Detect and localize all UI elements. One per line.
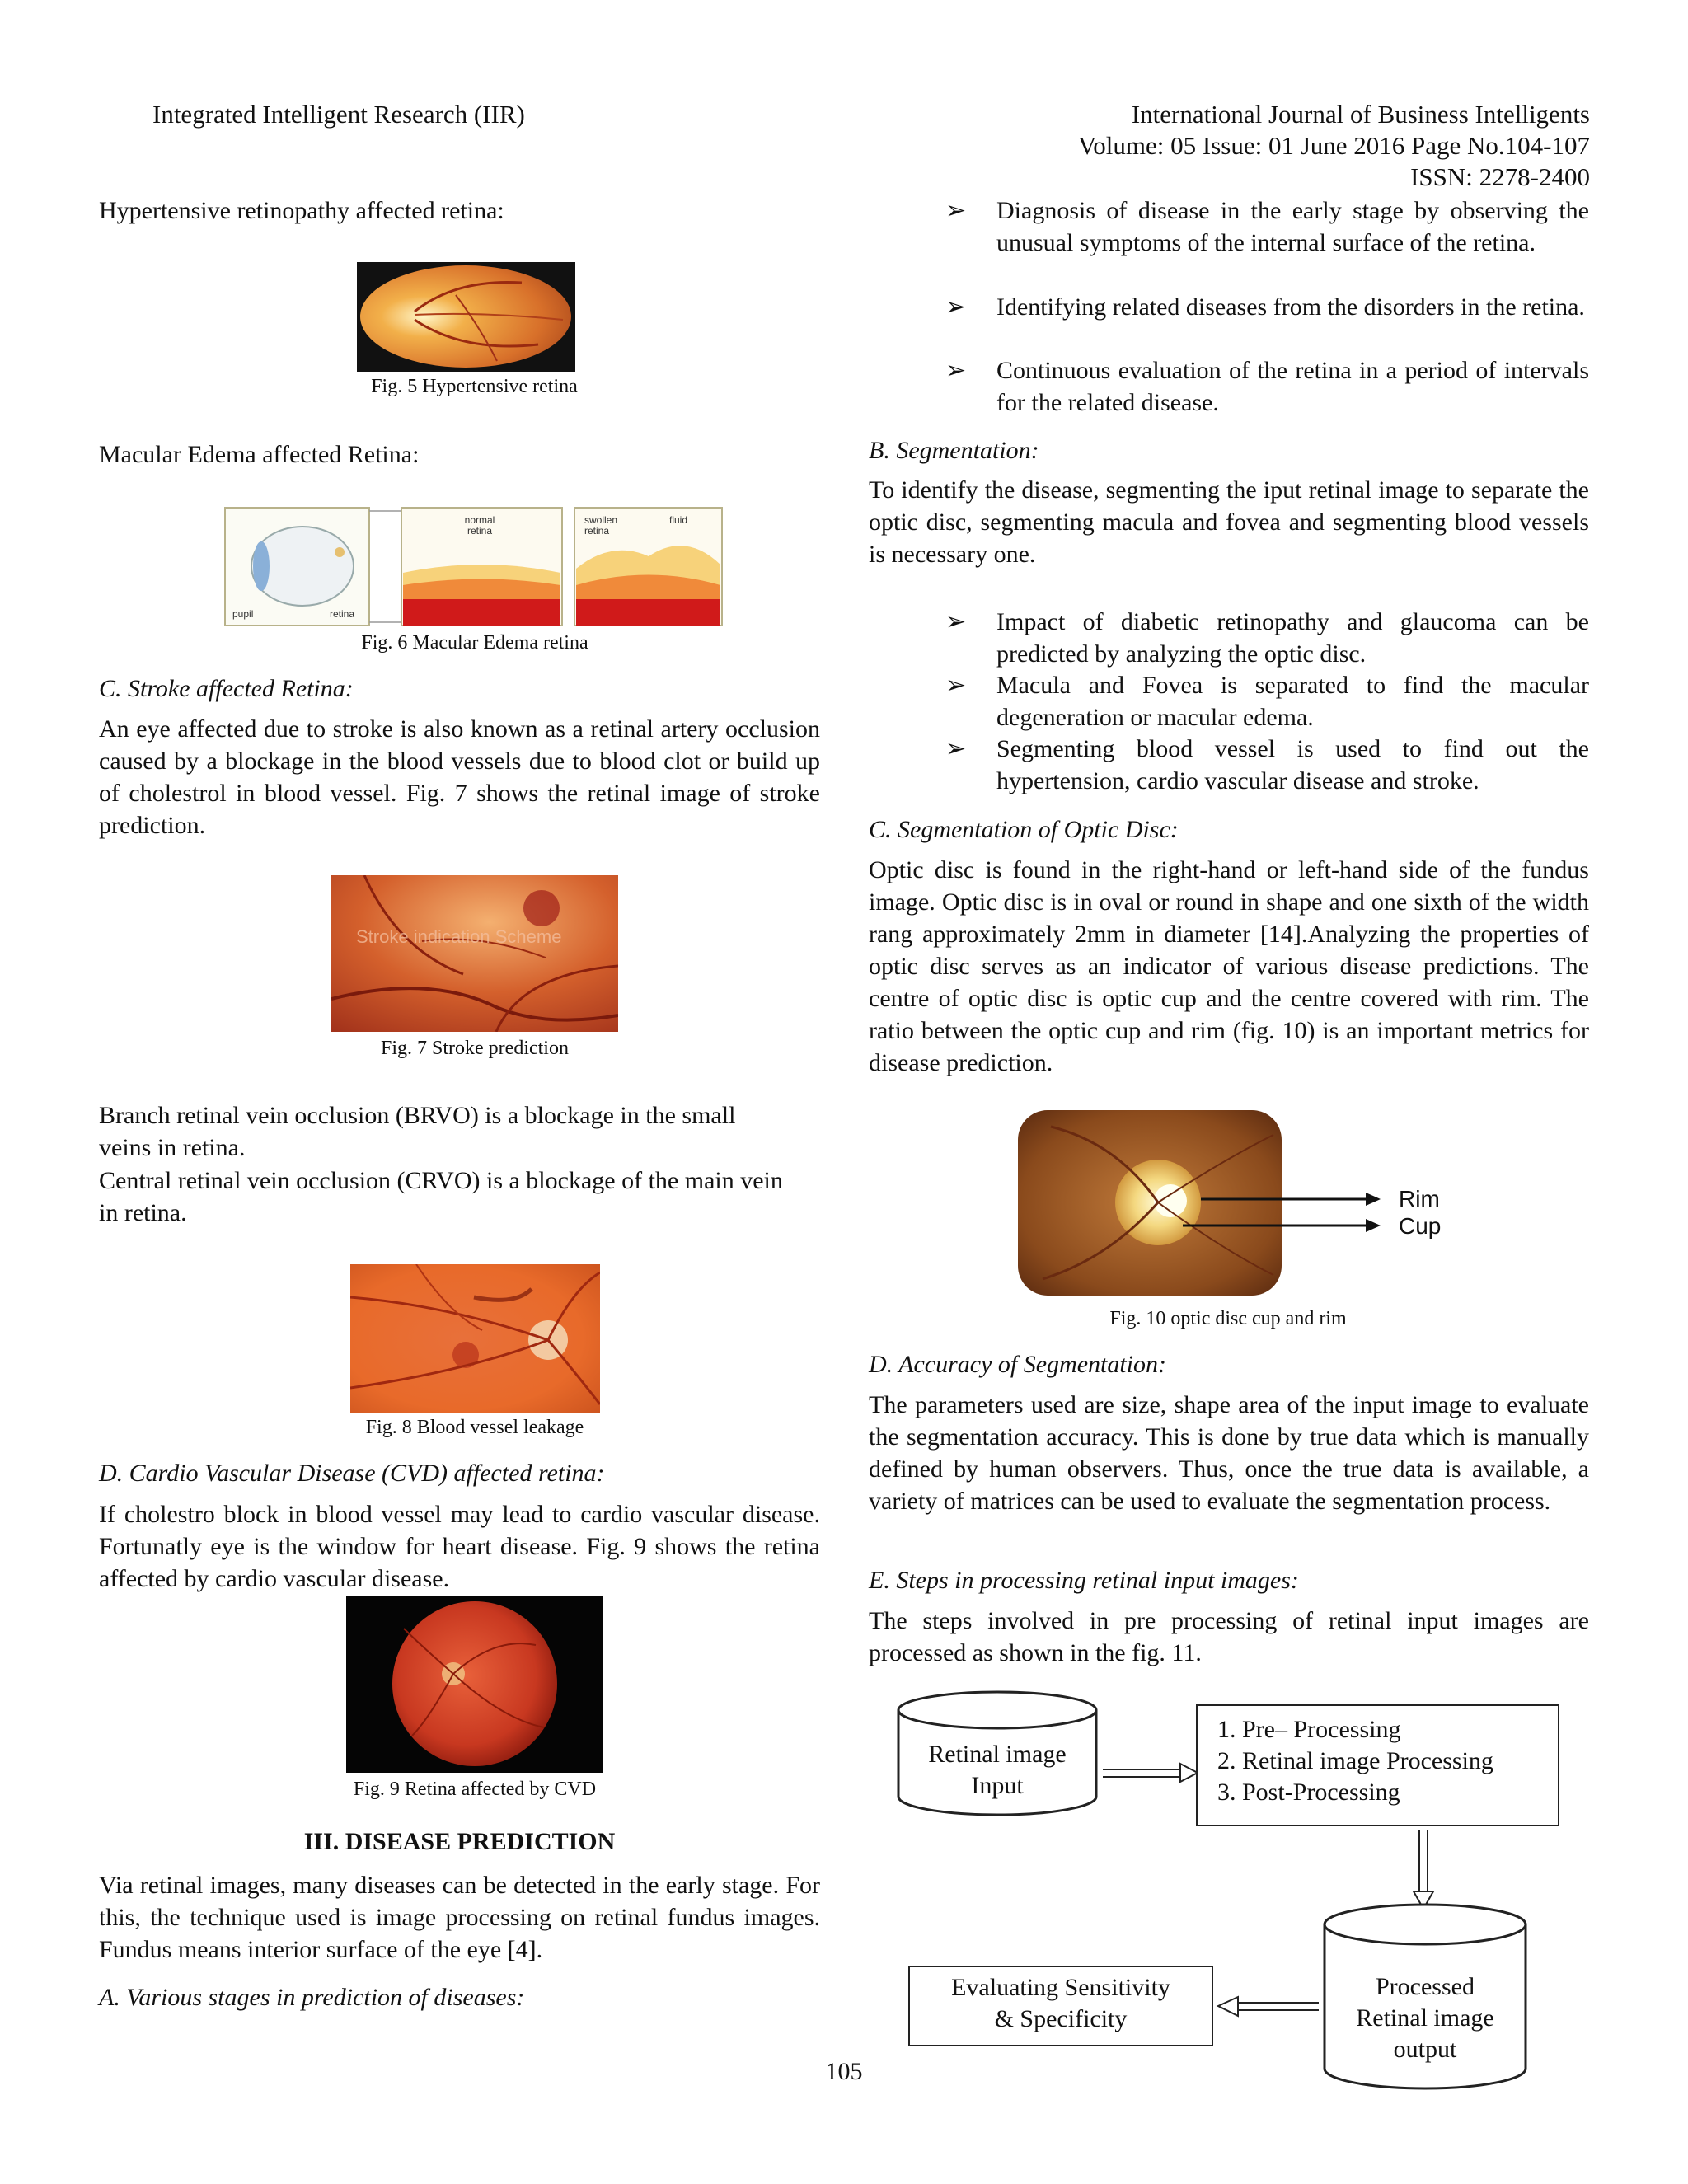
arrow-bullet-icon: ➢ bbox=[945, 608, 967, 635]
segmentation-paragraph: To identify the disease, segmenting the iput retinal image to separate the optic disc, segmenting macula and fovea and segmenting blood vessels is necessary one. bbox=[869, 476, 1589, 568]
optic-paragraph: Optic disc is found in the right-hand or left-hand side of the fundus image. Optic disc is in oval or round in shape and one sixth of the width rang approximately 2mm in diameter [14].Analyzing the properties of optic disc serves as an indicator of various disease predictions. The centre of optic disc is optic cup and the centre covered with rim. The ratio between the optic cup and rim (fig. 10) is an important metrics for disease prediction. bbox=[869, 856, 1589, 1076]
fig10-image bbox=[1018, 1110, 1447, 1296]
arrow-right-icon bbox=[1103, 1764, 1198, 1782]
fig10-rim-label: Rim bbox=[1399, 1186, 1440, 1212]
fig10-optic-disc-graphic bbox=[1018, 1110, 1447, 1296]
flow-input-label: Retinal image Input bbox=[928, 1741, 1067, 1799]
fig7-stroke-graphic bbox=[331, 875, 618, 1032]
fig8-leakage-graphic bbox=[350, 1264, 600, 1413]
arrow-bullet-icon: ➢ bbox=[945, 672, 967, 699]
arrow-down-icon bbox=[1414, 1830, 1433, 1909]
page-number: 105 bbox=[825, 2058, 863, 2085]
fig6-label-fluid: fluid bbox=[669, 514, 688, 526]
fig5-caption: Fig. 5 Hypertensive retina bbox=[371, 376, 578, 397]
fig6-label-swollen-retina: retina bbox=[584, 525, 610, 537]
flow-step: 1. Pre– Processing bbox=[1217, 1716, 1401, 1743]
fig6-macular-graphic bbox=[224, 507, 723, 626]
stroke-paragraph: An eye affected due to stroke is also known as a retinal artery occlusion caused by a blockage in the blood vessels due to blood clot or build up of cholestrol in blood vessel. Fig. 7 shows the retinal image of stroke prediction. bbox=[99, 715, 820, 839]
fig9-caption: Fig. 9 Retina affected by CVD bbox=[353, 1779, 597, 1800]
section-title: III. DISEASE PREDICTION bbox=[303, 1828, 616, 1855]
fig5-retina-graphic bbox=[357, 262, 575, 372]
fig6-label-retina: retina bbox=[330, 608, 355, 620]
fig9-cvd-graphic bbox=[346, 1596, 603, 1773]
brvo-paragraph: Branch retinal vein occlusion (BRVO) is a blockage in the small veins in retina. bbox=[99, 1102, 736, 1161]
steps-paragraph: The steps involved in pre processing of retinal input images are processed as shown in the fig. 11. bbox=[869, 1607, 1589, 1666]
fig6-image bbox=[224, 507, 723, 626]
fig6-label-pupil: pupil bbox=[232, 608, 254, 620]
optic-heading: C. Segmentation of Optic Disc: bbox=[869, 816, 1179, 843]
fig6-caption: Fig. 6 Macular Edema retina bbox=[361, 632, 588, 654]
accuracy-paragraph: The parameters used are size, shape area of the input image to evaluate the segmentation accuracy. This is done by true data which is manually defined by human observers. Thus, once the true data is available, a variety of matrices can be used to evaluate the segmentation process. bbox=[869, 1391, 1589, 1515]
bullet-item: ➢ Macula and Fovea is separated to find the macular degeneration or macular edema. bbox=[946, 669, 1589, 733]
fig7-image bbox=[331, 875, 618, 1032]
header-right bbox=[1078, 99, 1590, 193]
flow-step: 2. Retinal image Processing bbox=[1217, 1747, 1493, 1774]
bullet-item: ➢ Diagnosis of disease in the early stage by observing the unusual symptoms of the internal surface of the retina. bbox=[946, 194, 1589, 259]
header-issn: ISSN: 2278-2400 bbox=[1410, 162, 1590, 191]
fig7-overlay-text: Stroke indication Scheme bbox=[356, 926, 562, 947]
fig6-label-swollen: swollen bbox=[584, 514, 618, 526]
arrow-bullet-icon: ➢ bbox=[945, 357, 967, 384]
arrow-bullet-icon: ➢ bbox=[945, 293, 967, 321]
header-left: Integrated Intelligent Research (IIR) bbox=[152, 100, 525, 129]
steps-heading: E. Steps in processing retinal input images: bbox=[869, 1567, 1299, 1594]
arrow-bullet-icon: ➢ bbox=[945, 735, 967, 762]
macular-label: Macular Edema affected Retina: bbox=[99, 441, 420, 468]
section-paragraph: Via retinal images, many diseases can be detected in the early stage. For this, the technique used is image processing on retinal fundus images. Fundus means interior surface of the eye [4]. bbox=[99, 1872, 820, 1963]
arrow-bullet-icon: ➢ bbox=[945, 197, 967, 224]
stroke-heading: C. Stroke affected Retina: bbox=[99, 675, 354, 702]
fig10-cup-label: Cup bbox=[1399, 1213, 1442, 1239]
flow-output-label: Processed Retinal image output bbox=[1356, 1973, 1494, 2063]
header-volume: Volume: 05 Issue: 01 June 2016 Page No.104-107 bbox=[1077, 131, 1590, 160]
bullet-item: ➢ Segmenting blood vessel is used to find out the hypertension, cardio vascular disease and stroke. bbox=[946, 733, 1589, 797]
bullet-item: ➢ Impact of diabetic retinopathy and glaucoma can be predicted by analyzing the optic disc. bbox=[946, 606, 1589, 670]
fig9-image bbox=[346, 1596, 603, 1773]
rim-arrow-head-icon bbox=[1366, 1193, 1381, 1206]
cvd-heading: D. Cardio Vascular Disease (CVD) affected retina: bbox=[99, 1460, 605, 1487]
fig8-image bbox=[350, 1264, 600, 1413]
bullet-item: ➢ Continuous evaluation of the retina in a period of intervals for the related disease. bbox=[946, 354, 1589, 419]
cup-arrow-head-icon bbox=[1366, 1219, 1381, 1232]
flow-step: 3. Post-Processing bbox=[1217, 1779, 1400, 1806]
hyper-label: Hypertensive retinopathy affected retina: bbox=[99, 197, 504, 224]
fig8-caption: Fig. 8 Blood vessel leakage bbox=[365, 1417, 584, 1438]
segmentation-heading: B. Segmentation: bbox=[869, 437, 1039, 464]
flow-process-box bbox=[1196, 1704, 1559, 1826]
header-journal: International Journal of Business Intelligents bbox=[1131, 100, 1590, 129]
stages-heading: A. Various stages in prediction of diseases: bbox=[99, 1984, 525, 2011]
arrow-left-icon bbox=[1218, 1997, 1319, 2016]
fig7-caption: Fig. 7 Stroke prediction bbox=[381, 1038, 569, 1059]
fig10-caption: Fig. 10 optic disc cup and rim bbox=[1109, 1308, 1347, 1329]
cvd-paragraph: If cholestro block in blood vessel may lead to cardio vascular disease. Fortunatly eye is the window for heart disease. Fig. 9 shows the retina affected by cardio vascular disease. bbox=[99, 1501, 820, 1592]
fig6-label-normal-retina: retina bbox=[467, 525, 493, 537]
bullet-item: ➢ Identifying related diseases from the disorders in the retina. bbox=[946, 291, 1589, 323]
crvo-paragraph: Central retinal vein occlusion (CRVO) is a blockage of the main vein in retina. bbox=[99, 1167, 783, 1226]
fig5-image bbox=[357, 262, 575, 372]
fig6-label-normal: normal bbox=[464, 514, 495, 526]
accuracy-heading: D. Accuracy of Segmentation: bbox=[869, 1351, 1167, 1378]
flow-evaluate-box: Evaluating Sensitivity & Specificity bbox=[908, 1966, 1213, 2046]
